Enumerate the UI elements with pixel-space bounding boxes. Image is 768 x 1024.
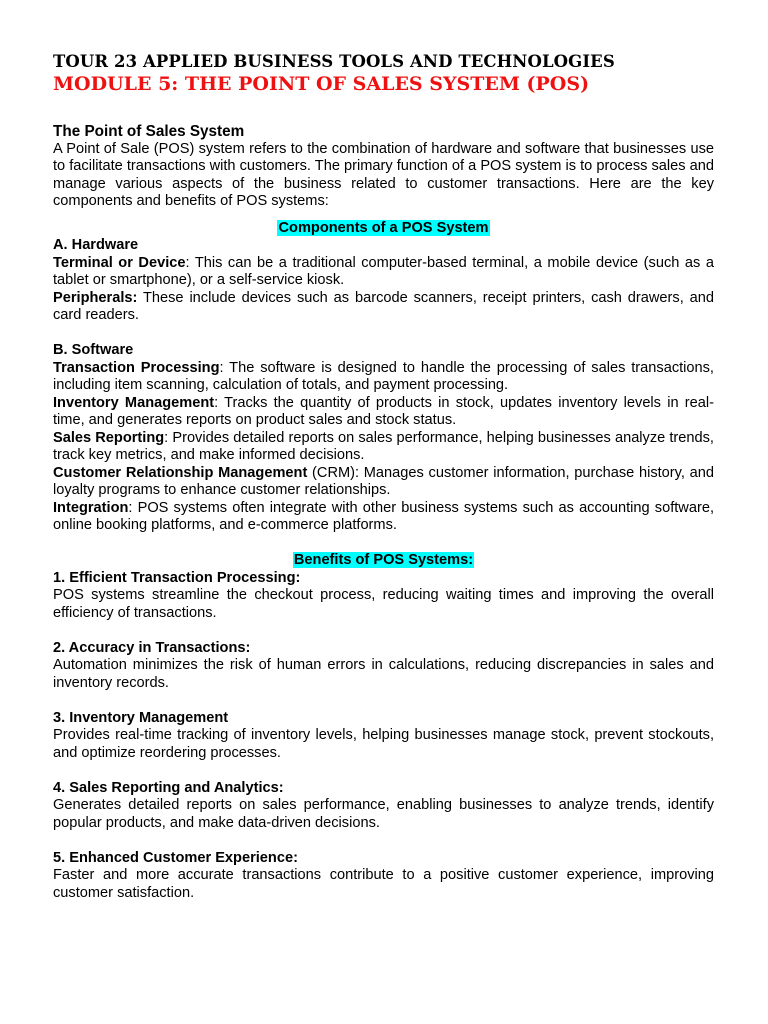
hardware-item	[53, 290, 714, 325]
software-term: Integration	[53, 499, 129, 516]
components-heading: Components of a POS System	[278, 219, 489, 236]
benefit-text: Generates detailed reports on sales performance, enabling businesses to analyze trends, identify popular products, and make data-driven decisions.	[53, 797, 714, 831]
benefit-text: POS systems streamline the checkout process, reducing waiting times and improving the overall efficiency of transactions.	[53, 587, 714, 621]
software-item	[53, 500, 714, 535]
components-heading-wrap	[53, 220, 714, 238]
software-item	[53, 360, 714, 395]
software-item	[53, 430, 714, 465]
hardware-title: A. Hardware	[53, 237, 139, 253]
software-term: Transaction Processing	[53, 359, 220, 376]
software-item	[53, 465, 714, 500]
software-desc: Provides detailed reports on sales performance, helping businesses analyze trends, track key metrics, and make informed decisions.	[53, 429, 714, 463]
benefit-text: Provides real-time tracking of inventory levels, helping businesses manage stock, prevent stockouts, and optimize reordering processes.	[53, 727, 714, 761]
hardware-desc: These include devices such as barcode scanners, receipt printers, cash drawers, and card readers.	[53, 289, 714, 323]
course-title: TOUR 23 APPLIED BUSINESS TOOLS AND TECHNOLOGIES	[53, 52, 615, 71]
benefit-text: Faster and more accurate transactions contribute to a positive customer experience, improving customer satisfaction.	[53, 867, 714, 901]
benefit-title: 2. Accuracy in Transactions:	[53, 639, 251, 656]
software-desc: (CRM): Manages customer information, purchase history, and loyalty programs to enhance customer relationships.	[53, 464, 714, 498]
software-desc: The software is designed to handle the processing of sales transactions, including item scanning, calculation of totals, and payment processing.	[53, 359, 714, 393]
document-body	[53, 123, 714, 902]
benefits-heading: Benefits of POS Systems:	[293, 552, 474, 568]
intro-paragraph: A Point of Sale (POS) system refers to the combination of hardware and software that businesses use to facilitate transactions with customers. The primary function of a POS system is to process sales and manage various aspects of the business related to customer transactions. Here are the key components and benefits of POS systems:	[53, 140, 714, 209]
software-title: B. Software	[53, 342, 134, 358]
software-sep: :	[164, 429, 169, 446]
software-sep: :	[219, 359, 224, 376]
software-desc: Tracks the quantity of products in stock, updates inventory levels in real-time, and generates reports on product sales and stock status.	[53, 394, 714, 428]
software-term: Customer Relationship Management	[53, 464, 308, 481]
benefit-title: 4. Sales Reporting and Analytics:	[53, 779, 284, 796]
hardware-sep: :	[185, 254, 190, 271]
software-desc: POS systems often integrate with other business systems such as accounting software, online booking platforms, and e-commerce platforms.	[53, 499, 714, 533]
benefits-heading-wrap	[53, 552, 714, 570]
hardware-item	[53, 255, 714, 290]
hardware-desc: This can be a traditional computer-based terminal, a mobile device (such as a tablet or smartphone), or a self-service kiosk.	[53, 254, 714, 288]
intro-title: The Point of Sales System	[53, 123, 245, 140]
benefit-text: Automation minimizes the risk of human errors in calculations, reducing discrepancies in sales and inventory records.	[53, 657, 714, 691]
benefit-title: 5. Enhanced Customer Experience:	[53, 849, 298, 866]
software-term: Inventory Management	[53, 394, 215, 411]
hardware-term: Peripherals:	[53, 289, 138, 306]
module-title: MODULE 5: THE POINT OF SALES SYSTEM (POS)	[53, 73, 590, 95]
benefit-title: 1. Efficient Transaction Processing:	[53, 569, 301, 586]
software-term: Sales Reporting	[53, 429, 165, 446]
software-sep: :	[214, 394, 219, 411]
hardware-term: Terminal or Device	[53, 254, 186, 271]
software-sep: :	[128, 499, 133, 516]
benefit-title: 3. Inventory Management	[53, 709, 229, 726]
software-item	[53, 395, 714, 430]
